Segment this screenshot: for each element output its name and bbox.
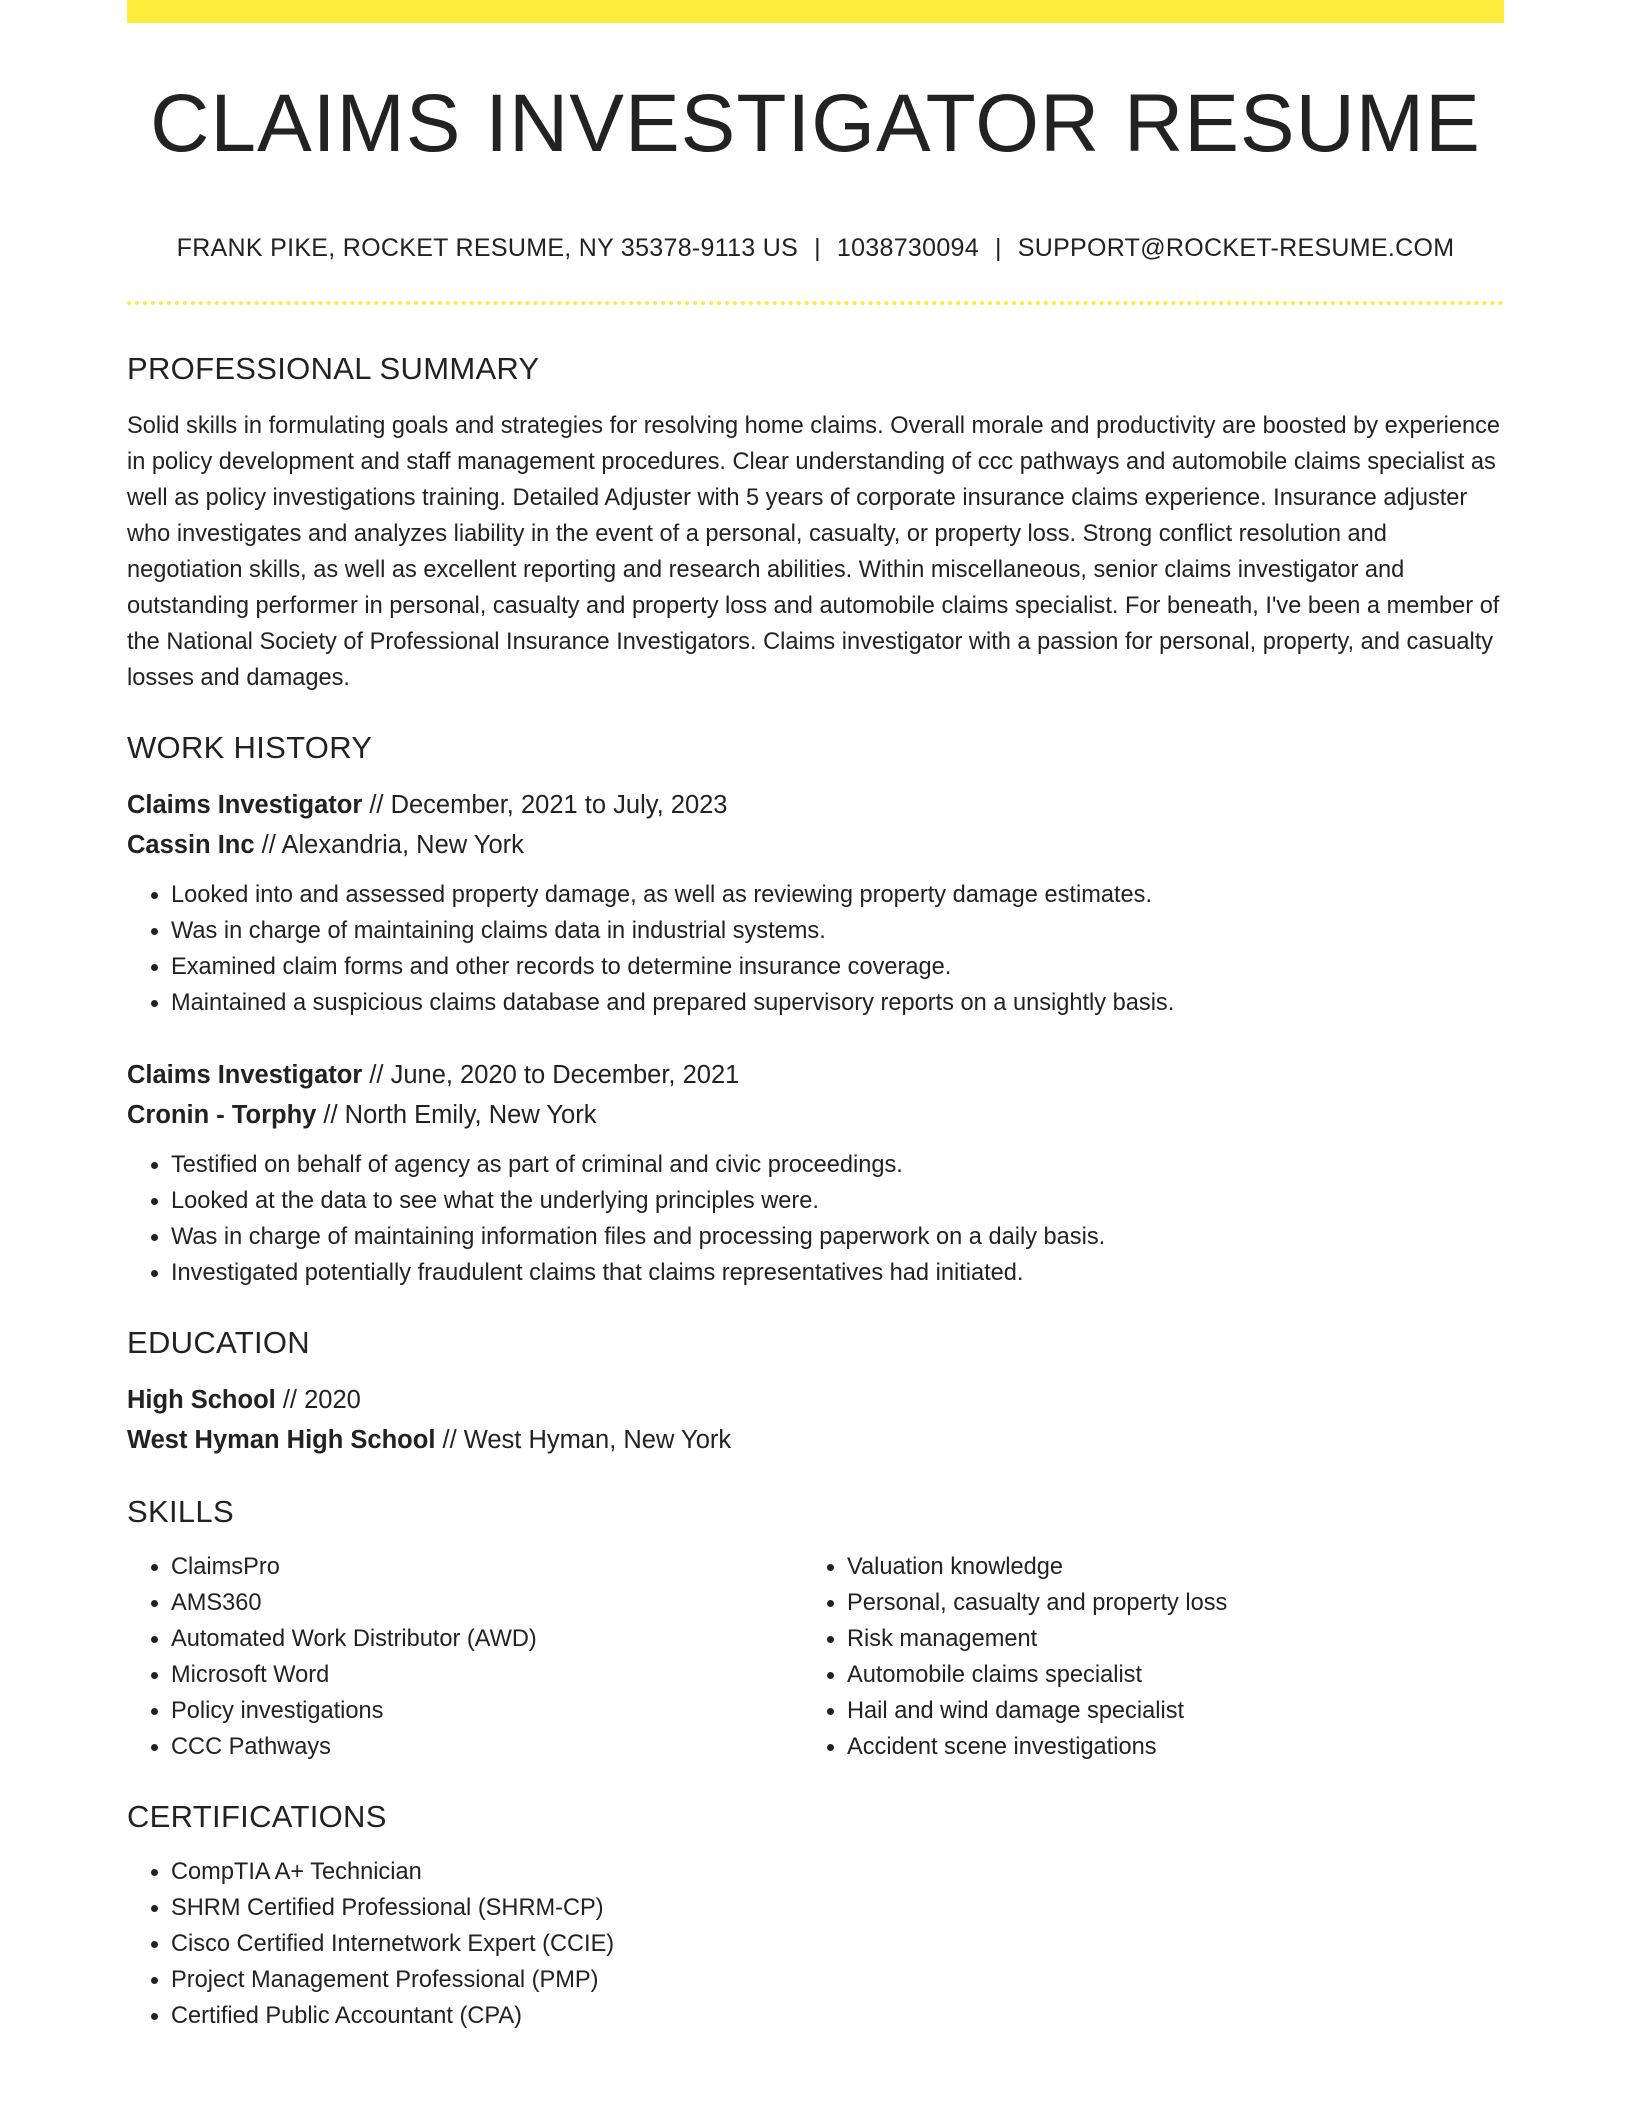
job-title: Claims Investigator bbox=[127, 791, 363, 819]
job-title: Claims Investigator bbox=[127, 1061, 363, 1089]
list-item: • CompTIA A+ Technician bbox=[171, 1854, 1504, 1890]
job-dates: // June, 2020 to December, 2021 bbox=[362, 1061, 740, 1089]
list-item: • Looked into and assessed property damage, as well as reviewing property damage estimates. bbox=[171, 877, 1504, 913]
job-bullets bbox=[127, 1147, 1504, 1291]
list-item: • Valuation knowledge bbox=[847, 1549, 1479, 1585]
top-accent-bar bbox=[127, 0, 1504, 23]
skills-column-right bbox=[803, 1549, 1479, 1765]
summary-text: Solid skills in formulating goals and strategies for resolving home claims. Overall morale and productivity are boosted by experience in policy development and staff management procedures. Clear understanding of ccc pathways and automobile claims specialist as well as policy investigations training. Detailed Adjuster with 5 years of corporate insurance claims experience. Insurance adjuster who investigates and analyzes liability in the event of a personal, casualty, or property loss. Strong conflict resolution and negotiation skills, as well as excellent reporting and research abilities. Within miscellaneous, senior claims investigator and outstanding performer in personal, casualty and property loss and automobile claims specialist. For beneath, I've been a member of the National Society of Professional Insurance Investigators. Claims investigator with a passion for personal, property, and casualty losses and damages. bbox=[127, 413, 1501, 691]
education-year: // 2020 bbox=[275, 1386, 361, 1414]
contact-address: FRANK PIKE, ROCKET RESUME, NY 35378-9113 US bbox=[176, 234, 799, 262]
list-item: • Maintained a suspicious claims database and prepared supervisory reports on a unsightly basis. bbox=[171, 985, 1504, 1021]
list-item: • Investigated potentially fraudulent claims that claims representatives had initiated. bbox=[171, 1255, 1504, 1291]
certifications-heading: CERTIFICATIONS bbox=[127, 1799, 387, 1834]
education-school-line bbox=[127, 1420, 1504, 1460]
list-item: • ClaimsPro bbox=[171, 1549, 803, 1585]
job-location: // North Emily, New York bbox=[316, 1101, 597, 1129]
education-degree: High School bbox=[127, 1386, 276, 1414]
job-bullets bbox=[127, 877, 1504, 1021]
list-item: • Was in charge of maintaining claims data in industrial systems. bbox=[171, 913, 1504, 949]
education-degree-line bbox=[127, 1380, 1504, 1420]
list-item: • Testified on behalf of agency as part of criminal and civic proceedings. bbox=[171, 1147, 1504, 1183]
list-item: • Examined claim forms and other records to determine insurance coverage. bbox=[171, 949, 1504, 985]
list-item: • Was in charge of maintaining information files and processing paperwork on a daily basis. bbox=[171, 1219, 1504, 1255]
list-item: • Personal, casualty and property loss bbox=[847, 1585, 1479, 1621]
page-title: CLAIMS INVESTIGATOR RESUME bbox=[150, 78, 1481, 169]
job-title-line bbox=[127, 1055, 1504, 1095]
list-item: • AMS360 bbox=[171, 1585, 803, 1621]
job-company-line bbox=[127, 825, 1504, 865]
job-company-line bbox=[127, 1095, 1504, 1135]
education-location: // West Hyman, New York bbox=[435, 1426, 732, 1454]
job-entry bbox=[127, 1055, 1504, 1291]
list-item: • Looked at the data to see what the underlying principles were. bbox=[171, 1183, 1504, 1219]
skills-heading: SKILLS bbox=[127, 1494, 234, 1529]
list-item: • Hail and wind damage specialist bbox=[847, 1693, 1479, 1729]
work-history-heading: WORK HISTORY bbox=[127, 730, 373, 765]
job-title-line bbox=[127, 785, 1504, 825]
list-item: • Risk management bbox=[847, 1621, 1479, 1657]
skills-column-left bbox=[127, 1549, 803, 1765]
job-company: Cronin - Torphy bbox=[127, 1101, 317, 1129]
education-heading: EDUCATION bbox=[127, 1325, 310, 1360]
summary-heading: PROFESSIONAL SUMMARY bbox=[127, 351, 540, 386]
contact-email: SUPPORT@ROCKET-RESUME.COM bbox=[1017, 234, 1455, 262]
list-item: • SHRM Certified Professional (SHRM-CP) bbox=[171, 1890, 1504, 1926]
skills-list bbox=[127, 1549, 1504, 1765]
list-item: • Certified Public Accountant (CPA) bbox=[171, 1998, 1504, 2034]
education-entry bbox=[127, 1380, 1504, 1460]
list-item: • Project Management Professional (PMP) bbox=[171, 1962, 1504, 1998]
list-item: • Cisco Certified Internetwork Expert (CCIE) bbox=[171, 1926, 1504, 1962]
list-item: • CCC Pathways bbox=[171, 1729, 803, 1765]
contact-phone: 1038730094 bbox=[836, 234, 979, 262]
job-dates: // December, 2021 to July, 2023 bbox=[362, 791, 728, 819]
list-item: • Policy investigations bbox=[171, 1693, 803, 1729]
list-item: • Microsoft Word bbox=[171, 1657, 803, 1693]
job-entry bbox=[127, 785, 1504, 1021]
certifications-list bbox=[127, 1854, 1504, 2034]
dotted-divider bbox=[127, 301, 1504, 305]
contact-separator: | bbox=[994, 234, 1002, 262]
list-item: • Automobile claims specialist bbox=[847, 1657, 1479, 1693]
resume-page bbox=[127, 0, 1504, 2034]
job-company: Cassin Inc bbox=[127, 831, 255, 859]
list-item: • Automated Work Distributor (AWD) bbox=[171, 1621, 803, 1657]
contact-line bbox=[127, 233, 1504, 263]
education-school: West Hyman High School bbox=[127, 1426, 436, 1454]
contact-separator: | bbox=[814, 234, 821, 262]
job-location: // Alexandria, New York bbox=[254, 831, 524, 859]
list-item: • Accident scene investigations bbox=[847, 1729, 1479, 1765]
